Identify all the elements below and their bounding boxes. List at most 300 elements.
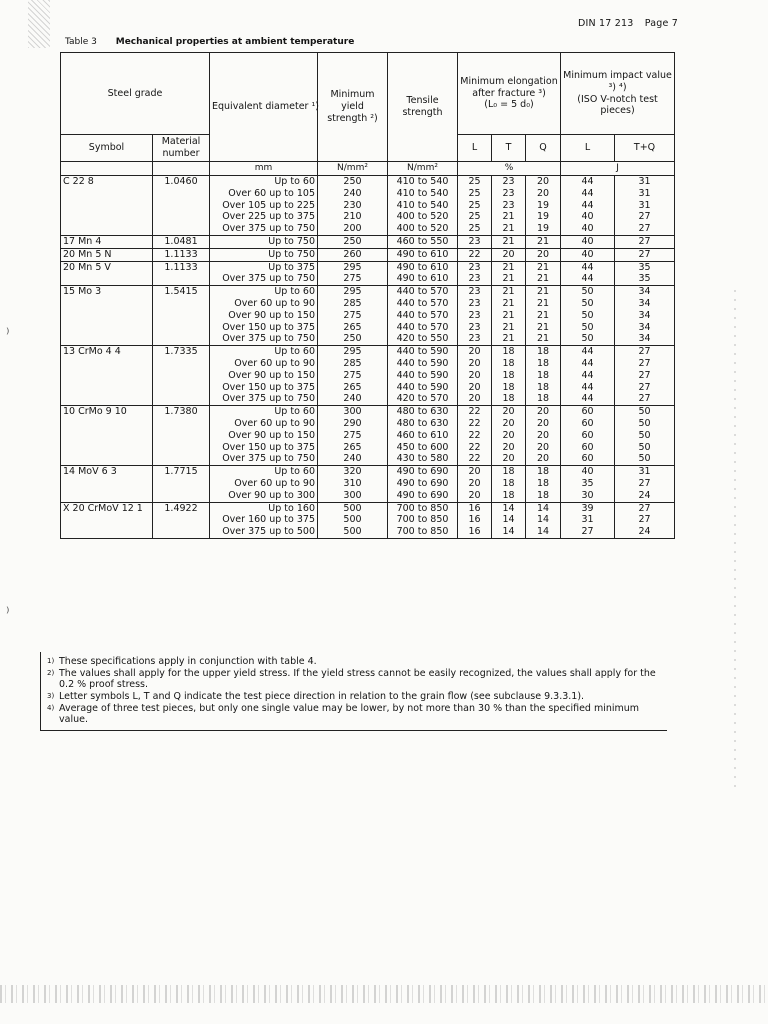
cell-value: 500 (343, 514, 362, 526)
cell-value: 700 to 850 (396, 514, 449, 526)
steel-symbol: 13 CrMo 4 4 (61, 346, 153, 406)
cell-value: 14 (536, 502, 550, 514)
cell-value: 20 (536, 417, 550, 429)
cell-value: 410 to 540 (396, 187, 449, 199)
cell-value: Over 150 up to 375 (222, 321, 315, 333)
cell-value: 18 (502, 393, 515, 405)
cell-value: 35 (638, 261, 651, 273)
cell-value: 275 (343, 309, 362, 321)
cell-value: 22 (468, 406, 481, 418)
cell-value: 50 (638, 453, 651, 465)
table-row (61, 286, 675, 346)
cell-value: 30 (581, 489, 594, 501)
cell-value: 50 (638, 429, 651, 441)
cell-imp-TQ (615, 286, 675, 346)
cell-value: 35 (638, 273, 651, 285)
margin-mark: ⁾ (6, 326, 10, 342)
cell-value: 20 (468, 489, 481, 501)
cell-diameter (210, 406, 318, 466)
cell-value: 23 (502, 199, 515, 211)
unit-tensile: N/mm² (388, 162, 458, 176)
cell-value: 490 to 610 (396, 273, 449, 285)
cell-value: 22 (468, 441, 481, 453)
cell-value: 20 (468, 466, 481, 478)
cell-value: 440 to 590 (396, 346, 449, 358)
header-material-number: Material number (153, 135, 210, 162)
cell-imp-L (561, 286, 615, 346)
cell-value: 23 (468, 321, 481, 333)
footnote (47, 668, 661, 690)
cell-value: Over 375 up to 750 (222, 393, 315, 405)
table-row (61, 502, 675, 538)
standard-number: DIN 17 213 (578, 18, 634, 29)
cell-value: 20 (502, 441, 515, 453)
cell-value: 21 (536, 286, 550, 298)
cell-value: 60 (581, 441, 594, 453)
cell-value: 22 (468, 248, 481, 260)
cell-value: 50 (638, 406, 651, 418)
cell-imp-L (561, 248, 615, 261)
cell-value: Over 375 up to 750 (222, 273, 315, 285)
cell-value: 14 (502, 502, 515, 514)
cell-value: Over 225 up to 375 (222, 211, 315, 223)
footnote-text: Letter symbols L, T and Q indicate the test piece direction in relation to the grain flow (see subclause 9.3.3.1). (59, 691, 585, 702)
cell-value: 23 (468, 273, 481, 285)
material-number: 1.0460 (153, 176, 210, 236)
cell-value: Over 60 up to 90 (234, 357, 315, 369)
cell-value: Over 375 up to 750 (222, 333, 315, 345)
cell-value: 44 (581, 381, 594, 393)
cell-value: 430 to 580 (396, 453, 449, 465)
page-number: Page 7 (644, 18, 678, 29)
cell-value: 460 to 610 (396, 429, 449, 441)
cell-value: Up to 60 (274, 346, 315, 358)
cell-value: 440 to 590 (396, 381, 449, 393)
header-impact-TQ: T+Q (615, 135, 675, 162)
header-elong-L: L (458, 135, 492, 162)
unit-elongation: % (458, 162, 561, 176)
cell-value: 20 (536, 176, 550, 187)
cell-value: 44 (581, 357, 594, 369)
cell-yield (318, 235, 388, 248)
cell-value: 44 (581, 393, 594, 405)
cell-diameter (210, 346, 318, 406)
cell-value: 14 (502, 526, 515, 538)
cell-value: 23 (502, 187, 515, 199)
cell-value: 18 (536, 381, 550, 393)
steel-symbol: 20 Mn 5 V (61, 261, 153, 286)
properties-table-wrap (60, 52, 674, 539)
cell-value: 490 to 610 (396, 248, 449, 260)
cell-el-Q (526, 286, 561, 346)
cell-imp-L (561, 176, 615, 236)
cell-value: 20 (468, 381, 481, 393)
cell-value: Up to 750 (268, 248, 315, 260)
mechanical-properties-table (60, 52, 675, 539)
cell-value: 44 (581, 369, 594, 381)
cell-value: 27 (638, 477, 651, 489)
cell-value: 31 (638, 466, 651, 478)
cell-value: Over 375 up to 750 (222, 223, 315, 235)
cell-yield (318, 176, 388, 236)
cell-value: 27 (581, 526, 594, 538)
cell-value: 275 (343, 273, 362, 285)
cell-value: 23 (468, 297, 481, 309)
cell-value: Up to 60 (274, 466, 315, 478)
cell-value: 31 (638, 199, 651, 211)
cell-el-Q (526, 261, 561, 286)
table-body (61, 176, 675, 539)
cell-value: 50 (581, 297, 594, 309)
header-elong-T: T (492, 135, 526, 162)
cell-el-Q (526, 346, 561, 406)
cell-value: 23 (468, 261, 481, 273)
cell-value: 60 (581, 429, 594, 441)
cell-value: 20 (536, 406, 550, 418)
cell-value: 31 (638, 187, 651, 199)
material-number: 1.0481 (153, 235, 210, 248)
cell-imp-TQ (615, 248, 675, 261)
cell-diameter (210, 502, 318, 538)
cell-value: 21 (502, 309, 515, 321)
unit-material (153, 162, 210, 176)
steel-symbol: X 20 CrMoV 12 1 (61, 502, 153, 538)
cell-diameter (210, 261, 318, 286)
cell-value: Over 105 up to 225 (222, 199, 315, 211)
cell-el-L (458, 502, 492, 538)
cell-value: 14 (536, 514, 550, 526)
cell-value: 24 (638, 489, 651, 501)
cell-yield (318, 406, 388, 466)
footnote-text: The values shall apply for the upper yield stress. If the yield stress cannot be easily recognized, the values shall apply for the 0.2 % proof stress. (59, 668, 656, 690)
material-number: 1.4922 (153, 502, 210, 538)
cell-value: 50 (581, 286, 594, 298)
cell-value: 420 to 570 (396, 393, 449, 405)
cell-value: Up to 160 (268, 502, 315, 514)
cell-value: 20 (468, 357, 481, 369)
cell-value: 50 (638, 441, 651, 453)
steel-symbol: C 22 8 (61, 176, 153, 236)
cell-value: 300 (343, 489, 362, 501)
cell-imp-TQ (615, 176, 675, 236)
cell-value: 440 to 570 (396, 286, 449, 298)
cell-value: 44 (581, 199, 594, 211)
cell-value: 27 (638, 248, 651, 260)
table-number: Table 3 (65, 37, 97, 47)
cell-value: 34 (638, 297, 651, 309)
cell-value: 50 (581, 309, 594, 321)
cell-value: 260 (343, 248, 362, 260)
cell-value: 27 (638, 357, 651, 369)
cell-value: 44 (581, 187, 594, 199)
cell-value: 27 (638, 346, 651, 358)
cell-value: 250 (343, 235, 362, 247)
cell-value: 21 (502, 235, 515, 247)
cell-tensile (388, 502, 458, 538)
cell-value: 20 (502, 417, 515, 429)
cell-el-Q (526, 466, 561, 502)
material-number: 1.5415 (153, 286, 210, 346)
unit-impact: J (561, 162, 675, 176)
cell-value: 285 (343, 297, 362, 309)
cell-imp-L (561, 346, 615, 406)
cell-value: 210 (343, 211, 362, 223)
cell-value: Over 150 up to 375 (222, 441, 315, 453)
cell-tensile (388, 406, 458, 466)
cell-value: 27 (638, 211, 651, 223)
cell-yield (318, 261, 388, 286)
cell-value: 34 (638, 309, 651, 321)
cell-value: Up to 375 (268, 261, 315, 273)
cell-imp-L (561, 502, 615, 538)
unit-diameter: mm (210, 162, 318, 176)
cell-value: 20 (468, 393, 481, 405)
cell-value: 320 (343, 466, 362, 478)
cell-el-L (458, 248, 492, 261)
cell-value: 265 (343, 441, 362, 453)
cell-value: 44 (581, 176, 594, 187)
cell-el-T (492, 248, 526, 261)
cell-value: 480 to 630 (396, 417, 449, 429)
cell-imp-TQ (615, 346, 675, 406)
table-row (61, 176, 675, 236)
cell-value: 440 to 590 (396, 357, 449, 369)
cell-value: 480 to 630 (396, 406, 449, 418)
cell-value: Over 150 up to 375 (222, 381, 315, 393)
cell-value: 20 (468, 477, 481, 489)
cell-value: 500 (343, 526, 362, 538)
cell-value: 44 (581, 346, 594, 358)
cell-el-L (458, 466, 492, 502)
cell-value: 40 (581, 466, 594, 478)
cell-value: 20 (502, 429, 515, 441)
cell-value: 23 (502, 176, 515, 187)
steel-symbol: 20 Mn 5 N (61, 248, 153, 261)
footnote (47, 656, 661, 667)
cell-value: 40 (581, 235, 594, 247)
scan-artifact (28, 0, 50, 48)
cell-value: 20 (468, 369, 481, 381)
cell-diameter (210, 466, 318, 502)
cell-value: Over 60 up to 90 (234, 477, 315, 489)
cell-value: 240 (343, 453, 362, 465)
cell-el-T (492, 406, 526, 466)
header-impact-L: L (561, 135, 615, 162)
cell-value: Up to 60 (274, 406, 315, 418)
cell-value: 250 (343, 176, 362, 187)
cell-value: Over 90 up to 150 (228, 369, 315, 381)
cell-value: 18 (536, 489, 550, 501)
cell-value: 34 (638, 321, 651, 333)
cell-value: 20 (536, 441, 550, 453)
cell-value: 44 (581, 273, 594, 285)
cell-value: 50 (638, 417, 651, 429)
scan-artifact-bottom (0, 985, 768, 1003)
cell-value: 200 (343, 223, 362, 235)
cell-value: 24 (638, 526, 651, 538)
cell-value: 290 (343, 417, 362, 429)
header-tensile: Tensile strength (388, 53, 458, 162)
footnote-mark: 3) (47, 692, 55, 700)
cell-diameter (210, 248, 318, 261)
material-number: 1.7335 (153, 346, 210, 406)
cell-value: 500 (343, 502, 362, 514)
cell-value: 60 (581, 453, 594, 465)
cell-value: 18 (502, 346, 515, 358)
cell-value: 240 (343, 393, 362, 405)
cell-el-L (458, 176, 492, 236)
steel-symbol: 10 CrMo 9 10 (61, 406, 153, 466)
cell-yield (318, 286, 388, 346)
header-steel-grade: Steel grade (61, 53, 210, 135)
cell-value: 19 (536, 199, 550, 211)
cell-value: 21 (536, 261, 550, 273)
cell-value: 16 (468, 526, 481, 538)
page-header (578, 18, 686, 29)
cell-value: 265 (343, 321, 362, 333)
cell-value: 18 (536, 346, 550, 358)
cell-value: 310 (343, 477, 362, 489)
cell-tensile (388, 248, 458, 261)
cell-value: 19 (536, 211, 550, 223)
cell-value: 25 (468, 199, 481, 211)
cell-value: 22 (468, 417, 481, 429)
footnote-mark: 4) (47, 704, 55, 712)
header-diameter: Equivalent diameter ¹) (210, 53, 318, 162)
cell-value: 18 (502, 477, 515, 489)
cell-value: 20 (536, 248, 550, 260)
cell-value: 230 (343, 199, 362, 211)
cell-value: 27 (638, 235, 651, 247)
cell-value: 50 (581, 321, 594, 333)
cell-value: Over 375 up to 500 (222, 526, 315, 538)
cell-value: 265 (343, 381, 362, 393)
cell-value: 18 (536, 393, 550, 405)
cell-value: 295 (343, 286, 362, 298)
cell-value: 23 (468, 309, 481, 321)
cell-value: 50 (581, 333, 594, 345)
steel-symbol: 14 MoV 6 3 (61, 466, 153, 502)
cell-value: 300 (343, 406, 362, 418)
cell-el-T (492, 235, 526, 248)
cell-value: Over 90 up to 150 (228, 309, 315, 321)
cell-value: 440 to 570 (396, 297, 449, 309)
material-number: 1.1133 (153, 248, 210, 261)
cell-el-T (492, 346, 526, 406)
cell-value: 27 (638, 514, 651, 526)
cell-value: 21 (536, 297, 550, 309)
cell-el-T (492, 466, 526, 502)
unit-symbol (61, 162, 153, 176)
cell-value: 20 (536, 453, 550, 465)
table-row (61, 406, 675, 466)
cell-value: 16 (468, 514, 481, 526)
footnote (47, 691, 661, 702)
cell-value: 34 (638, 286, 651, 298)
cell-value: Over 90 up to 150 (228, 429, 315, 441)
cell-value: 18 (536, 477, 550, 489)
cell-value: 21 (502, 261, 515, 273)
cell-imp-TQ (615, 235, 675, 248)
cell-value: 21 (502, 273, 515, 285)
cell-value: 22 (468, 429, 481, 441)
cell-value: 21 (502, 211, 515, 223)
scan-edge (734, 290, 736, 790)
cell-value: 18 (502, 357, 515, 369)
steel-symbol: 17 Mn 4 (61, 235, 153, 248)
cell-tensile (388, 346, 458, 406)
cell-el-L (458, 261, 492, 286)
cell-value: 40 (581, 211, 594, 223)
cell-value: 275 (343, 429, 362, 441)
cell-imp-L (561, 261, 615, 286)
cell-value: 18 (502, 489, 515, 501)
cell-imp-L (561, 466, 615, 502)
cell-el-T (492, 176, 526, 236)
cell-value: 40 (581, 223, 594, 235)
cell-el-T (492, 502, 526, 538)
cell-value: Up to 60 (274, 286, 315, 298)
cell-imp-TQ (615, 466, 675, 502)
cell-value: 20 (468, 346, 481, 358)
cell-value: Over 60 up to 90 (234, 417, 315, 429)
cell-value: 490 to 690 (396, 466, 449, 478)
cell-value: 31 (638, 176, 651, 187)
cell-value: 60 (581, 417, 594, 429)
cell-value: 39 (581, 502, 594, 514)
cell-value: 21 (502, 286, 515, 298)
cell-value: 60 (581, 406, 594, 418)
cell-el-Q (526, 235, 561, 248)
header-elongation: Minimum elongation after fracture ³) (L₀ = 5 d₀) (458, 53, 561, 135)
cell-value: 21 (502, 223, 515, 235)
table-row (61, 346, 675, 406)
cell-value: 410 to 540 (396, 176, 449, 187)
cell-value: 21 (536, 235, 550, 247)
cell-value: 14 (502, 514, 515, 526)
table-title: Mechanical properties at ambient temperature (115, 37, 355, 47)
cell-value: 27 (638, 369, 651, 381)
footnote-text: These specifications apply in conjunction with table 4. (59, 656, 317, 667)
cell-value: Over 60 up to 105 (228, 187, 315, 199)
cell-value: 14 (536, 526, 550, 538)
cell-value: 20 (536, 187, 550, 199)
cell-value: 21 (536, 333, 550, 345)
header-yield: Minimum yield strength ²) (318, 53, 388, 162)
cell-imp-TQ (615, 406, 675, 466)
cell-value: 400 to 520 (396, 223, 449, 235)
footnote-mark: 1) (47, 657, 55, 665)
cell-value: 27 (638, 223, 651, 235)
cell-value: 21 (502, 297, 515, 309)
cell-diameter (210, 286, 318, 346)
cell-value: 490 to 690 (396, 489, 449, 501)
cell-value: Over 60 up to 90 (234, 297, 315, 309)
cell-yield (318, 346, 388, 406)
cell-value: 21 (502, 321, 515, 333)
margin-mark: ⁾ (6, 605, 10, 621)
footnotes (40, 652, 667, 731)
cell-value: 700 to 850 (396, 526, 449, 538)
cell-value: Over 160 up to 375 (222, 514, 315, 526)
cell-value: 25 (468, 211, 481, 223)
cell-value: 21 (536, 321, 550, 333)
cell-value: 275 (343, 369, 362, 381)
header-elong-Q: Q (526, 135, 561, 162)
material-number: 1.1133 (153, 261, 210, 286)
cell-value: 240 (343, 187, 362, 199)
cell-value: 20 (536, 429, 550, 441)
